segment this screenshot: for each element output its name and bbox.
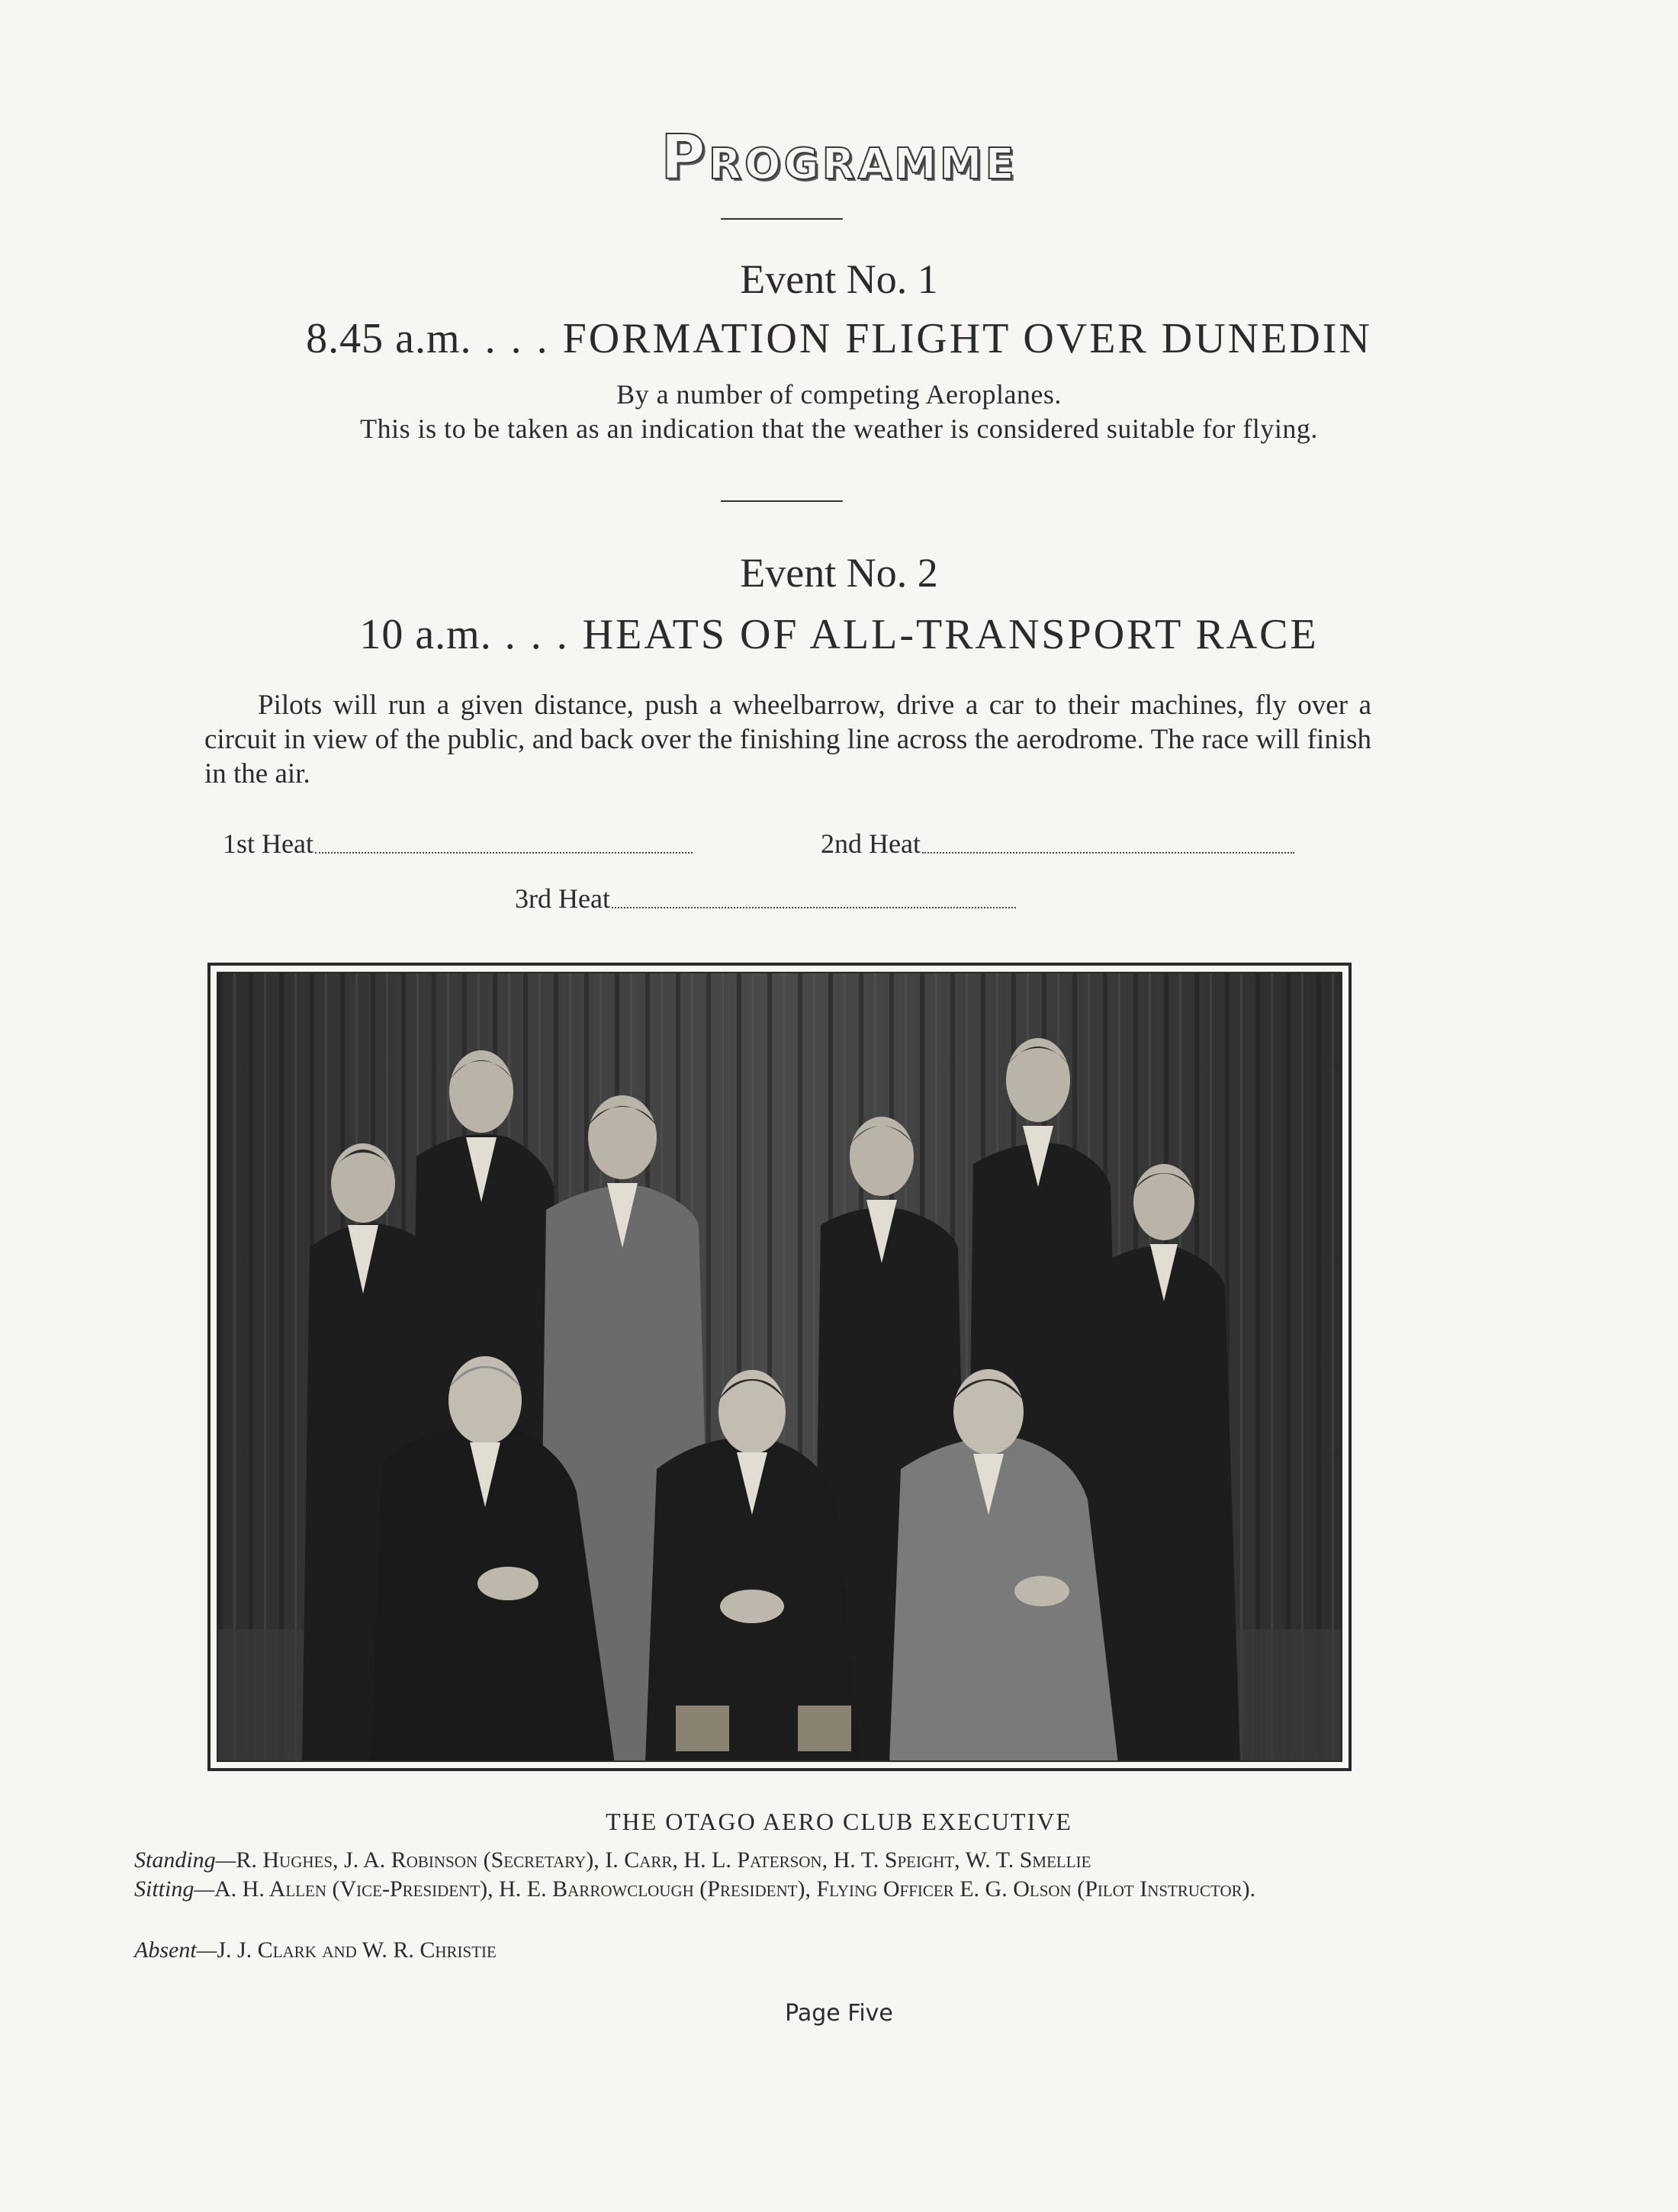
heat-1-blank [315,851,693,854]
absent-names [134,1936,1431,1965]
group-photograph [217,972,1342,1762]
standing-label: Standing— [134,1847,236,1873]
event2-name: HEATS OF ALL-TRANSPORT RACE [582,611,1319,658]
event2-number: Event No. 2 [740,550,938,596]
heat-3-blank [612,906,1016,908]
sitting-list: A. H. Allen (Vice-President), H. E. Barrowclough (President), Flying Officer E. G. Olson (Pilot Instructor). [214,1876,1256,1902]
page-title: Programme [661,122,1017,193]
divider-middle [721,500,843,502]
standing-names [134,1846,1431,1875]
heat-1 [223,828,693,860]
event1-time: 8.45 a.m. [306,315,472,362]
event2-time: 10 a.m. [359,611,492,658]
group-photo-illustration [218,973,1342,1762]
heat-2 [821,828,1294,860]
absent-list: J. J. Clark and W. R. Christie [217,1937,497,1963]
sitting-names [134,1875,1431,1904]
event2-heading [0,610,1678,659]
photo-caption: THE OTAGO AERO CLUB EXECUTIVE [606,1808,1072,1835]
page-number: Page Five [785,2000,893,2027]
divider-top [721,218,843,220]
group-photograph-frame [207,963,1352,1771]
event1-heading [0,314,1678,363]
event1-dots: . . . [484,315,550,362]
event2-dots: . . . [504,611,570,658]
heat-3-label: 3rd Heat [515,883,610,914]
heat-2-blank [922,851,1294,854]
event1-name: FORMATION FLIGHT OVER DUNEDIN [562,315,1372,362]
standing-list: R. Hughes, J. A. Robinson (Secretary), I. Carr, H. L. Paterson, H. T. Speight, W. T. Smellie [236,1847,1091,1873]
event1-line1: By a number of competing Aeroplanes. [616,379,1062,410]
sitting-label: Sitting— [134,1876,215,1902]
event1-line2: This is to be taken as an indication that the weather is considered suitable for flying. [360,413,1318,444]
heat-3 [515,883,1016,915]
absent-label: Absent— [134,1937,217,1963]
heat-2-label: 2nd Heat [821,828,921,859]
event1-number: Event No. 1 [740,256,938,302]
event2-description: Pilots will run a given distance, push a wheelbarrow, drive a car to their machines, fly over a circuit in view of the public, and back over the finishing line across the aerodrome. The race will finish in the air. [204,690,1371,789]
heat-1-label: 1st Heat [223,828,313,859]
